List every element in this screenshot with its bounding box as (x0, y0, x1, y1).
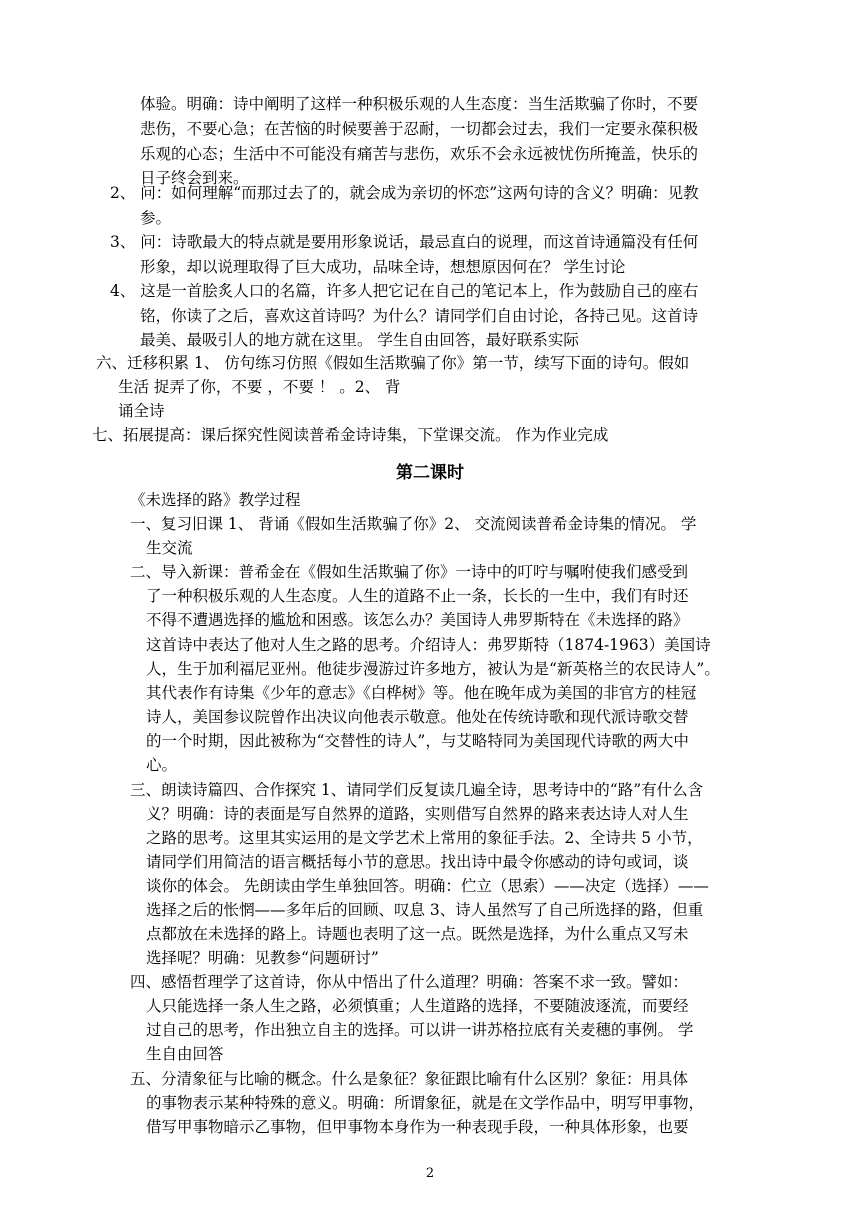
list-item-3: 3、 问：诗歌最大的特点就是要用形象说话，最忌直白的说理，而这首诗通篇没有任何 (110, 233, 699, 251)
text-line: 生交流 (146, 539, 193, 557)
text-line: 心。 (146, 756, 178, 774)
text-line: 参。 (140, 209, 172, 227)
section-heading-2: 二、导入新课：普希金在《假如生活欺骗了你》一诗中的叮咛与嘱咐使我们感受到 (130, 563, 689, 581)
text-line: 义？明确：诗的表面是写自然界的道路，实则借写自然界的路来表达诗人对人生 (146, 805, 689, 823)
section-heading-6: 六、迁移积累 1、 仿句练习仿照《假如生活欺骗了你》第一节，续写下面的诗句。假如 (96, 354, 690, 372)
subtitle-line: 《未选择的路》教学过程 (130, 491, 301, 509)
text-line: 生自由回答 (146, 1045, 224, 1063)
section-heading-4: 四、感悟哲理学了这首诗，你从中悟出了什么道理？明确：答案不求一致。譬如： (130, 973, 689, 991)
text-line: 乐观的心态；生活中不可能没有痛苦与悲伤，欢乐不会永远被忧伤所掩盖，快乐的 (140, 145, 699, 163)
text-line: 人只能选择一条人生之路，必须慎重；人生道路的选择，不要随波逐流，而要经 (146, 997, 689, 1015)
text-line: 诗人，美国参议院曾作出决议向他表示敬意。他处在传统诗歌和现代派诗歌交替 (146, 708, 689, 726)
text-line: 日子终会到来。 (140, 169, 249, 187)
text-line: 悲伤，不要心急；在苦恼的时候要善于忍耐，一切都会过去，我们一定要永葆积极 (140, 120, 699, 138)
text-line: 的一个时期，因此被称为“交替性的诗人”，与艾略特同为美国现代诗歌的两大中 (146, 732, 689, 750)
text-line: 谈你的体会。 先朗读由学生单独回答。明确：伫立（思索）——决定（选择）—— (146, 877, 709, 895)
list-item-4: 4、 这是一首脍炙人口的名篇，许多人把它记在自己的笔记本上，作为鼓励自己的座右 (110, 282, 699, 300)
text-line: 铭，你读了之后，喜欢这首诗吗？为什么？请同学们自由讨论，各持己见。这首诗 (140, 307, 699, 325)
text-line: 形象，却以说理取得了巨大成功，品味全诗，想想原因何在？ 学生讨论 (140, 258, 626, 276)
lesson-title: 第二课时 (396, 463, 464, 483)
text-line: 人，生于加利福尼亚州。他徒步漫游过许多地方，被认为是“新英格兰的农民诗人”。 (146, 660, 720, 678)
text-line: 了一种积极乐观的人生态度。人生的道路不止一条，长长的一生中，我们有时还 (146, 587, 689, 605)
section-heading-7: 七、拓展提高：课后探究性阅读普希金诗诗集，下堂课交流。 作为作业完成 (92, 426, 609, 444)
text-line: 请同学们用简洁的语言概括每小节的意思。找出诗中最令你感动的诗句或词，谈 (146, 853, 689, 871)
text-line: 诵全诗 (118, 402, 165, 420)
section-heading-5: 五、分清象征与比喻的概念。什么是象征？象征跟比喻有什么区别？象征：用具体 (130, 1070, 689, 1088)
text-line: 这首诗中表达了他对人生之路的思考。介绍诗人：弗罗斯特（1874-1963）美国诗 (146, 636, 711, 654)
text-line: 点都放在未选择的路上。诗题也表明了这一点。既然是选择，为什么重点又写未 (146, 925, 689, 943)
text-line: 选择呢？明确：见教参“问题研讨” (146, 949, 379, 967)
list-item-2: 2、 问：如何理解“而那过去了的，就会成为亲切的怀恋”这两句诗的含义？明确：见教 (110, 184, 699, 202)
text-line: 最美、最吸引人的地方就在这里。 学生自由回答，最好联系实际 (140, 331, 579, 349)
text-line: 其代表作有诗集《少年的意志》《白桦树》等。他在晚年成为美国的非官方的桂冠 (146, 684, 697, 702)
text-line: 体验。明确：诗中阐明了这样一种积极乐观的人生态度：当生活欺骗了你时，不要 (140, 95, 699, 113)
text-line: 的事物表示某种特殊的意义。明确：所谓象征，就是在文学作品中，明写甲事物， (146, 1094, 705, 1112)
text-line: 过自己的思考，作出独立自主的选择。可以讲一讲苏格拉底有关麦穗的事例。 学 (146, 1021, 694, 1039)
section-heading-3: 三、朗读诗篇四、合作探究 1、请同学们反复读几遍全诗，思考诗中的“路”有什么含 (130, 781, 704, 799)
section-heading-1: 一、复习旧课 1、 背诵《假如生活欺骗了你》2、 交流阅读普希金诗集的情况。 学 (130, 515, 697, 533)
text-line: 之路的思考。这里其实运用的是文学艺术上常用的象征手法。2、全诗共 5 小节， (146, 829, 703, 847)
text-line: 借写甲事物暗示乙事物，但甲事物本身作为一种表现手段，一种具体形象，也要 (146, 1118, 689, 1136)
text-line: 生活 捉弄了你，不要 ，不要 ！ 。2、 背 (118, 378, 401, 396)
page-number: 2 (425, 1166, 435, 1181)
text-line: 不得不遭遇选择的尴尬和困惑。该怎么办？美国诗人弗罗斯特在《未选择的路》 (146, 611, 689, 629)
text-line: 选择之后的怅惘——多年后的回顾、叹息 3、诗人虽然写了自己所选择的路，但重 (146, 901, 704, 919)
